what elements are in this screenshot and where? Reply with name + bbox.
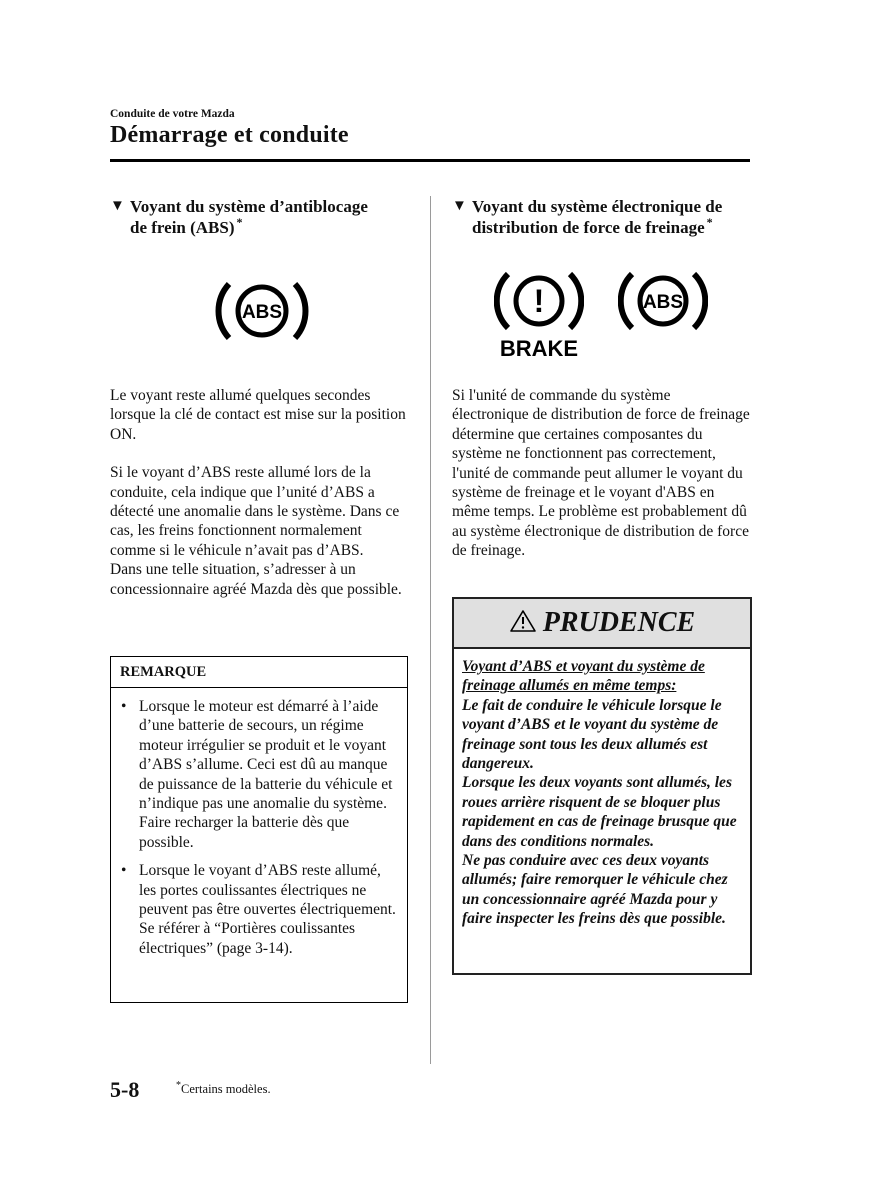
ebd-heading-marker: *	[706, 215, 713, 230]
ebd-paragraph: Si l'unité de commande du système électronique de distribution de force de freinage détermine que certaines composantes du système ne fonctionnent pas correctement, l'unité de commande peut allumer le voyant du système de freinage et le voyant d'ABS en même temps. Le problème est probablement dû au système électronique de distribution de force de freinage.	[452, 387, 750, 560]
warning-triangle-icon	[509, 609, 537, 638]
abs-heading-line1: Voyant du système d’antiblocage	[130, 197, 368, 216]
note-item: • Lorsque le moteur est démarré à l’aide d’une batterie de secours, un régime moteur irrégulier se produit et le voyant d’ABS s’allume. Ceci est dû au manque de puissance de la batterie du véhicule et n’indique pas une anomalie du système.	[121, 698, 393, 813]
footnote: *Certains modèles.	[176, 1079, 271, 1096]
bullet-icon: •	[121, 698, 127, 715]
ebd-heading-line2: distribution de force de freinage	[472, 218, 705, 237]
caution-header	[454, 599, 750, 649]
abs-section-heading	[110, 196, 408, 238]
note-item: • Lorsque le voyant d’ABS reste allumé, les portes coulissantes électriques ne peuvent pas être ouvertes électriquement. Se référer à “Portières coulissantes électriques” (page 3-14).	[121, 862, 396, 957]
brake-warning-icon	[494, 268, 584, 365]
brake-icon-symbol: !	[533, 283, 545, 319]
abs-warning-icon	[618, 268, 708, 339]
note-item: Faire recharger la batterie dès que possible.	[139, 814, 350, 851]
abs-paragraph-3: Dans une telle situation, s’adresser à un concessionnaire agréé Mazda dès que possible.	[110, 561, 402, 598]
bullet-icon: •	[121, 862, 127, 880]
breadcrumb: Conduite de votre Mazda	[110, 108, 235, 120]
abs-warning-icon	[215, 280, 309, 347]
abs-paragraph-2: Si le voyant d’ABS reste allumé lors de la conduite, cela indique que l’unité d’ABS a détecté une anomalie dans le système. Dans ce cas, les freins fonctionnent normalement comme si le véhicule n’avait pas d’ABS.	[110, 464, 400, 559]
caution-line: Lorsque les deux voyants sont allumés, les roues arrière risquent de se bloquer plus rapidement en cas de freinage brusque que dans des conditions normales.	[462, 774, 737, 850]
page-title: Démarrage et conduite	[110, 122, 349, 148]
caution-body	[454, 649, 750, 929]
column-divider	[430, 196, 431, 1064]
ebd-section-heading	[452, 196, 752, 238]
caution-subtitle: Voyant d’ABS et voyant du système de freinage allumés en même temps:	[462, 658, 705, 695]
caution-label: PRUDENCE	[542, 607, 696, 638]
abs-heading-marker: *	[236, 215, 243, 230]
title-rule	[110, 159, 750, 162]
footnote-marker: *	[176, 1079, 181, 1091]
abs-icon-label: ABS	[241, 302, 283, 323]
caution-box	[452, 597, 752, 975]
abs-heading-line2: de frein (ABS)	[130, 218, 235, 237]
abs-paragraph-1: Le voyant reste allumé quelques secondes lorsque la clé de contact est mise sur la position ON.	[110, 387, 406, 443]
abs-icon-label: ABS	[642, 292, 684, 313]
caution-line: Le fait de conduire le véhicule lorsque le voyant d’ABS et le voyant du système de freinage sont tous les deux allumés est dangereux.	[462, 696, 722, 773]
right-column	[452, 196, 752, 928]
note-box	[110, 656, 408, 1003]
page-number: 5-8	[110, 1077, 140, 1102]
ebd-heading-line1: Voyant du système électronique de	[472, 197, 723, 216]
triangle-marker-icon: ▼	[110, 198, 125, 214]
brake-icon-label: BRAKE	[499, 336, 579, 360]
caution-line: Ne pas conduire avec ces deux voyants allumés; faire remorquer le véhicule chez un concessionnaire agréé Mazda pour y faire inspecter les freins dès que possible.	[462, 852, 728, 928]
note-title: REMARQUE	[111, 657, 407, 688]
left-column	[110, 196, 408, 957]
triangle-marker-icon: ▼	[452, 198, 467, 214]
